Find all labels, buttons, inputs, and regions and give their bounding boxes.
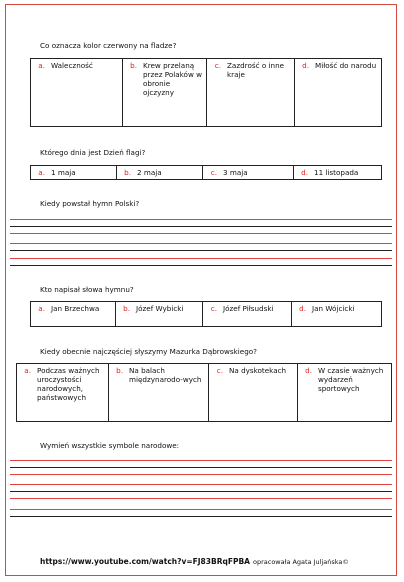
- writing-line: [10, 509, 392, 510]
- writing-line: [10, 258, 392, 259]
- answer-q1-a[interactable]: a. Waleczność: [31, 59, 123, 127]
- answer-q5-b[interactable]: b. Na balach międzynarodo-wych: [109, 364, 209, 422]
- writing-line: [10, 474, 392, 475]
- answer-q4-c[interactable]: c. Józef Piłsudski: [203, 302, 292, 327]
- question-6: Wymień wszystkie symbole narodowe:: [40, 441, 180, 450]
- answers-q5: [16, 363, 392, 422]
- answer-q5-d[interactable]: d. W czasie ważnych wydarzeń sportowych: [298, 364, 392, 422]
- answers-q1: [30, 58, 382, 127]
- author-credit: opracowała Agata Juljańska©: [252, 558, 349, 566]
- writing-line: [10, 467, 392, 468]
- writing-line: [10, 516, 392, 517]
- answer-q2-c[interactable]: c. 3 maja: [203, 166, 294, 180]
- writing-line: [10, 265, 392, 266]
- answer-q4-a[interactable]: a. Jan Brzechwa: [31, 302, 116, 327]
- answer-q1-b[interactable]: b. Krew przelaną przez Polaków w obronie ojczyzny: [123, 59, 207, 127]
- answer-q2-b[interactable]: b. 2 maja: [117, 166, 203, 180]
- answer-q2-a[interactable]: a. 1 maja: [31, 166, 117, 180]
- answer-q4-d[interactable]: d. Jan Wójcicki: [292, 302, 382, 327]
- video-link[interactable]: https://www.youtube.com/watch?v=FJ83BRqFPBA: [40, 557, 250, 566]
- answer-lines-q6[interactable]: [10, 457, 392, 519]
- question-1: Co oznacza kolor czerwony na fladze?: [40, 41, 177, 50]
- answer-q5-a[interactable]: a. Podczas ważnych uroczystości narodowych, państwowych: [17, 364, 109, 422]
- writing-line: [10, 243, 392, 244]
- writing-line: [10, 233, 392, 234]
- writing-line: [10, 491, 392, 492]
- question-4: Kto napisał słowa hymnu?: [40, 285, 134, 294]
- writing-line: [10, 219, 392, 220]
- answer-lines-q3[interactable]: [10, 215, 392, 270]
- writing-line: [10, 250, 392, 251]
- writing-line: [10, 498, 392, 499]
- answers-q4: [30, 301, 382, 327]
- answer-q4-b[interactable]: b. Józef Wybicki: [116, 302, 203, 327]
- question-2: Którego dnia jest Dzień flagi?: [40, 148, 146, 157]
- answer-q5-c[interactable]: c. Na dyskotekach: [209, 364, 298, 422]
- answer-q1-d[interactable]: d. Miłość do narodu: [295, 59, 382, 127]
- answer-q2-d[interactable]: d. 11 listopada: [294, 166, 382, 180]
- writing-line: [10, 484, 392, 485]
- footer: [40, 557, 349, 566]
- writing-line: [10, 226, 392, 227]
- writing-line: [10, 460, 392, 461]
- answer-q1-c[interactable]: c. Zazdrość o inne kraje: [207, 59, 295, 127]
- answers-q2: [30, 165, 382, 180]
- question-5: Kiedy obecnie najczęściej słyszymy Mazurka Dąbrowskiego?: [40, 347, 257, 356]
- question-3: Kiedy powstał hymn Polski?: [40, 199, 140, 208]
